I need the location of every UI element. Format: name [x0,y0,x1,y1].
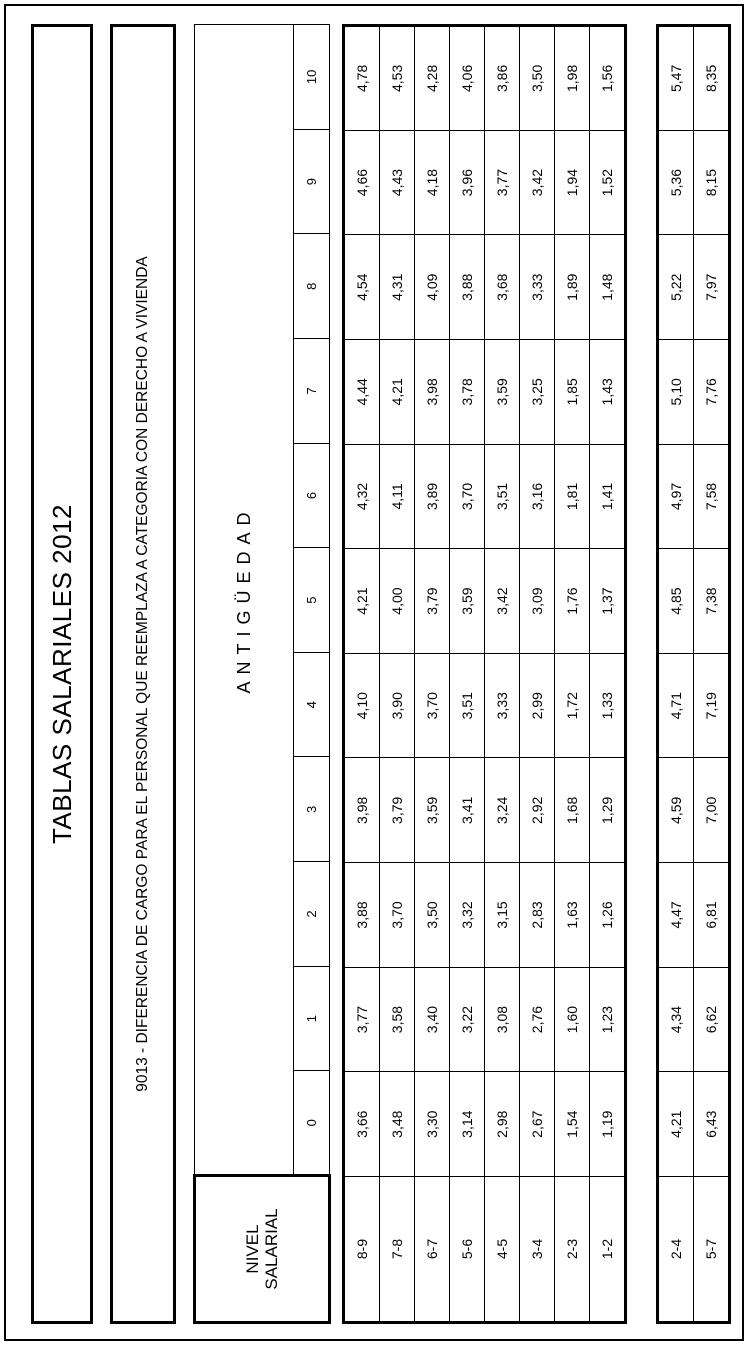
value-cell: 4,34 [658,967,694,1072]
value-cell: 3,15 [485,863,520,968]
value-cell: 3,70 [415,653,450,758]
page-frame [4,4,744,1341]
value-cell: 7,97 [694,235,730,340]
value-cell: 3,77 [344,967,380,1072]
value-cell: 4,66 [344,130,380,235]
year-header: 9 [294,129,330,234]
value-cell: 1,29 [590,758,626,863]
value-cell: 1,54 [555,1072,590,1177]
value-cell: 3,86 [485,26,520,131]
nivel-salarial-header [195,1176,330,1323]
value-cell: 1,72 [555,653,590,758]
year-header: 3 [294,757,330,862]
value-cell: 4,32 [344,444,380,549]
value-cell: 1,56 [590,26,626,131]
value-cell: 8,15 [694,130,730,235]
value-cell: 1,89 [555,235,590,340]
value-cell: 1,81 [555,444,590,549]
value-cell: 3,22 [450,967,485,1072]
value-cell: 3,88 [344,863,380,968]
year-header: 8 [294,234,330,339]
salary-table-main [342,24,627,1324]
value-cell: 8,35 [694,26,730,131]
value-cell: 3,70 [450,444,485,549]
value-cell: 2,92 [520,758,555,863]
table-row [344,26,380,1323]
value-cell: 3,70 [380,863,415,968]
value-cell: 1,63 [555,863,590,968]
value-cell: 7,00 [694,758,730,863]
value-cell: 7,76 [694,340,730,445]
value-cell: 3,25 [520,340,555,445]
value-cell: 3,41 [450,758,485,863]
value-cell: 4,59 [658,758,694,863]
value-cell: 2,99 [520,653,555,758]
value-cell: 3,32 [450,863,485,968]
year-header: 0 [294,1071,330,1176]
value-cell: 4,11 [380,444,415,549]
value-cell: 7,58 [694,444,730,549]
value-cell: 4,21 [380,340,415,445]
value-cell: 7,38 [694,549,730,654]
value-cell: 2,98 [485,1072,520,1177]
value-cell: 4,18 [415,130,450,235]
value-cell: 3,08 [485,967,520,1072]
value-cell: 3,40 [415,967,450,1072]
value-cell: 4,21 [344,549,380,654]
header-row-top [195,25,294,1323]
value-cell: 1,76 [555,549,590,654]
value-cell: 1,41 [590,444,626,549]
value-cell: 5,22 [658,235,694,340]
value-cell: 1,23 [590,967,626,1072]
year-header: 1 [294,966,330,1071]
value-cell: 3,58 [380,967,415,1072]
antiguedad-header: ANTIGÜEDAD [195,25,294,1176]
level-cell: 6-7 [415,1177,450,1323]
value-cell: 5,36 [658,130,694,235]
value-cell: 3,24 [485,758,520,863]
year-header: 2 [294,862,330,967]
value-cell: 3,16 [520,444,555,549]
value-cell: 6,62 [694,967,730,1072]
value-cell: 3,66 [344,1072,380,1177]
value-cell: 1,33 [590,653,626,758]
value-cell: 6,43 [694,1072,730,1177]
value-cell: 1,60 [555,967,590,1072]
value-cell: 5,10 [658,340,694,445]
level-cell: 5-6 [450,1177,485,1323]
value-cell: 4,21 [658,1072,694,1177]
table-row [555,26,590,1323]
value-cell: 3,88 [450,235,485,340]
table-row [658,26,694,1323]
value-cell: 1,94 [555,130,590,235]
value-cell: 4,47 [658,863,694,968]
value-cell: 3,50 [415,863,450,968]
rotated-document [31,24,750,1324]
value-cell: 4,44 [344,340,380,445]
table-row [590,26,626,1323]
value-cell: 3,42 [520,130,555,235]
value-cell: 4,97 [658,444,694,549]
value-cell: 4,31 [380,235,415,340]
value-cell: 3,33 [520,235,555,340]
level-cell: 4-5 [485,1177,520,1323]
table-row [694,26,730,1323]
value-cell: 2,76 [520,967,555,1072]
value-cell: 3,33 [485,653,520,758]
value-cell: 3,59 [415,758,450,863]
value-cell: 3,90 [380,653,415,758]
value-cell: 3,98 [415,340,450,445]
level-cell: 8-9 [344,1177,380,1323]
value-cell: 3,59 [450,549,485,654]
level-cell: 1-2 [590,1177,626,1323]
value-cell: 4,10 [344,653,380,758]
value-cell: 3,98 [344,758,380,863]
value-cell: 3,89 [415,444,450,549]
value-cell: 4,53 [380,26,415,131]
value-cell: 3,48 [380,1072,415,1177]
value-cell: 4,06 [450,26,485,131]
value-cell: 4,28 [415,26,450,131]
value-cell: 4,43 [380,130,415,235]
table-row [485,26,520,1323]
value-cell: 2,67 [520,1072,555,1177]
value-cell: 3,09 [520,549,555,654]
salarial-label: SALARIAL [262,1208,281,1290]
value-cell: 4,09 [415,235,450,340]
value-cell: 3,79 [380,758,415,863]
value-cell: 7,19 [694,653,730,758]
value-cell: 3,42 [485,549,520,654]
value-cell: 4,78 [344,26,380,131]
value-cell: 3,14 [450,1072,485,1177]
value-cell: 5,47 [658,26,694,131]
nivel-label: NIVEL [243,1224,262,1274]
level-cell: 7-8 [380,1177,415,1323]
value-cell: 1,68 [555,758,590,863]
title-box [31,24,93,1324]
level-cell: 2-4 [658,1177,694,1323]
table-header [193,24,331,1324]
value-cell: 1,19 [590,1072,626,1177]
value-cell: 3,50 [520,26,555,131]
level-cell: 3-4 [520,1177,555,1323]
value-cell: 3,51 [450,653,485,758]
year-header: 5 [294,548,330,653]
value-cell: 1,26 [590,863,626,968]
value-cell: 1,43 [590,340,626,445]
years-row [294,25,330,1323]
value-cell: 3,78 [450,340,485,445]
subtitle-box [110,24,176,1324]
year-header: 10 [294,25,330,130]
salary-table-extra [656,24,731,1324]
table-row [380,26,415,1323]
page-subtitle: 9013 - DIFERENCIA DE CARGO PARA EL PERSONAL QUE REEMPLAZA A CATEGORIA CON DERECHO A VIVIENDA [134,256,151,1092]
value-cell: 3,79 [415,549,450,654]
value-cell: 4,85 [658,549,694,654]
level-cell: 5-7 [694,1177,730,1323]
year-header: 4 [294,652,330,757]
value-cell: 1,48 [590,235,626,340]
value-cell: 3,51 [485,444,520,549]
value-cell: 1,98 [555,26,590,131]
value-cell: 4,71 [658,653,694,758]
value-cell: 4,54 [344,235,380,340]
value-cell: 3,77 [485,130,520,235]
value-cell: 3,59 [485,340,520,445]
value-cell: 3,96 [450,130,485,235]
value-cell: 1,37 [590,549,626,654]
value-cell: 1,85 [555,340,590,445]
value-cell: 2,83 [520,863,555,968]
year-header: 6 [294,443,330,548]
value-cell: 6,81 [694,863,730,968]
page-title: TABLAS SALARIALES 2012 [47,503,77,845]
value-cell: 1,52 [590,130,626,235]
value-cell: 3,30 [415,1072,450,1177]
value-cell: 3,68 [485,235,520,340]
table-row [415,26,450,1323]
level-cell: 2-3 [555,1177,590,1323]
table-row [520,26,555,1323]
table-row [450,26,485,1323]
year-header: 7 [294,339,330,444]
value-cell: 4,00 [380,549,415,654]
